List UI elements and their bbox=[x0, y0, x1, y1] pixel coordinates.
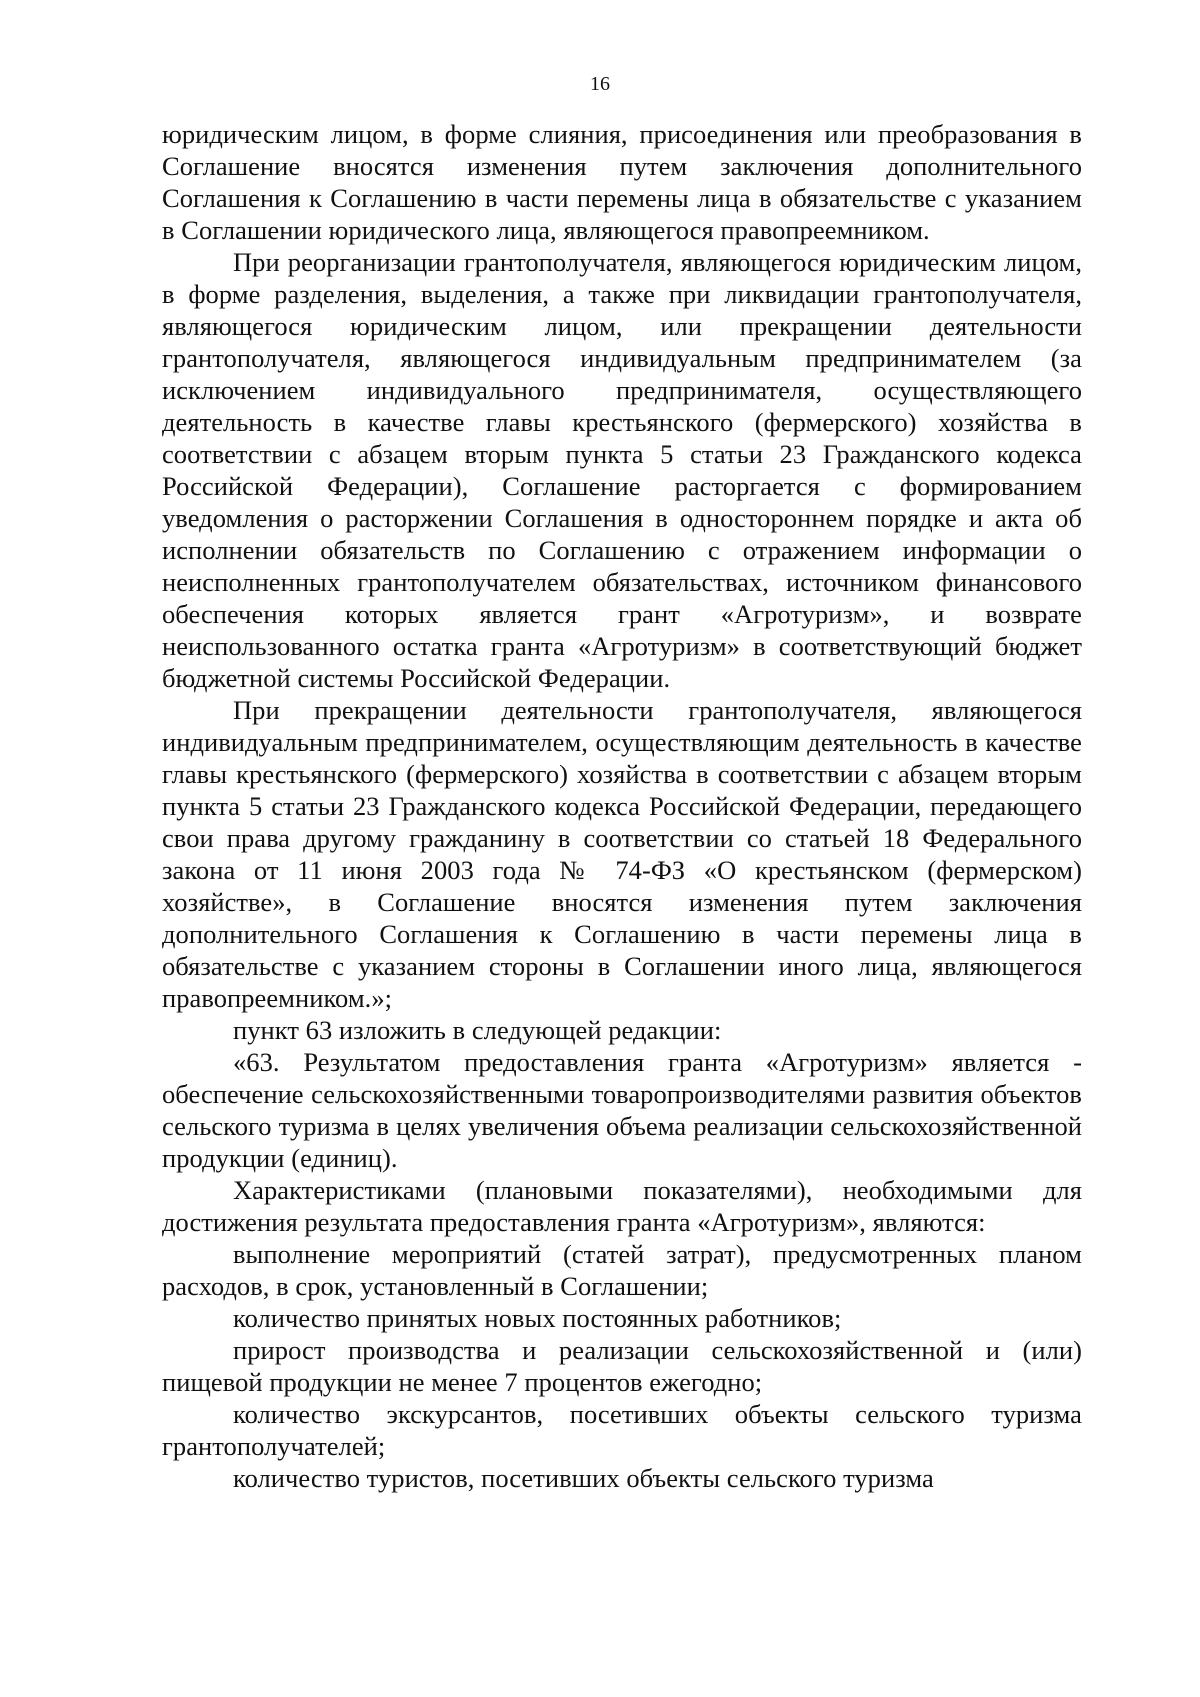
paragraph-4: пункт 63 изложить в следующей редакции: bbox=[233, 1015, 722, 1045]
page-number: 16 bbox=[590, 73, 610, 95]
paragraph-1: юридическим лицом, в форме слияния, присоединения или преобразования в Соглашение вносятся изменения путем заключения дополнительного Соглашения к Соглашению в части перемены лица в обязательстве с указанием в Соглашении юридического лица, являющегося правопреемником. bbox=[162, 119, 1082, 245]
paragraph-9: прирост производства и реализации сельскохозяйственной и (или) пищевой продукции не менее 7 процентов ежегодно; bbox=[162, 1335, 1082, 1397]
paragraph-8: количество принятых новых постоянных работников; bbox=[233, 1303, 842, 1333]
document-body bbox=[162, 118, 1082, 1494]
paragraph-6: Характеристиками (плановыми показателями), необходимыми для достижения результата предоставления гранта «Агротуризм», являются: bbox=[162, 1175, 1082, 1237]
paragraph-10: количество экскурсантов, посетивших объекты сельского туризма грантополучателей; bbox=[162, 1399, 1082, 1461]
paragraph-2: При реорганизации грантополучателя, являющегося юридическим лицом, в форме разделения, выделения, а также при ликвидации грантополучателя, являющегося юридическим лицом, или прекращении деятельности грантополучателя, являющегося индивидуальным предпринимателем (за исключением индивидуального предпринимателя, осуществляющего деятельность в качестве главы крестьянского (фермерского) хозяйства в соответствии с абзацем вторым пункта 5 статьи 23 Гражданского кодекса Российской Федерации), Соглашение расторгается с формированием уведомления о расторжении Соглашения в одностороннем порядке и акта об исполнении обязательств по Соглашению с отражением информации о неисполненных грантополучателем обязательствах, источником финансового обеспечения которых является грант «Агротуризм», и возврате неиспользованного остатка гранта «Агротуризм» в соответствующий бюджет бюджетной системы Российской Федерации. bbox=[162, 247, 1082, 693]
paragraph-3: При прекращении деятельности грантополучателя, являющегося индивидуальным предпринимателем, осуществляющим деятельность в качестве главы крестьянского (фермерского) хозяйства в соответствии с абзацем вторым пункта 5 статьи 23 Гражданского кодекса Российской Федерации, передающего свои права другому гражданину в соответствии со статьей 18 Федерального закона от 11 июня 2003 года № 74-ФЗ «О крестьянском (фермерском) хозяйстве», в Соглашение вносятся изменения путем заключения дополнительного Соглашения к Соглашению в части перемены лица в обязательстве с указанием стороны в Соглашении иного лица, являющегося правопреемником.»; bbox=[162, 695, 1082, 1013]
paragraph-5: «63. Результатом предоставления гранта «Агротуризм» является - обеспечение сельскохозяйственными товаропроизводителями развития объектов сельского туризма в целях увеличения объема реализации сельскохозяйственной продукции (единиц). bbox=[162, 1047, 1082, 1173]
paragraph-11: количество туристов, посетивших объекты сельского туризма bbox=[233, 1463, 934, 1493]
paragraph-7: выполнение мероприятий (статей затрат), предусмотренных планом расходов, в срок, установленный в Соглашении; bbox=[162, 1239, 1082, 1301]
